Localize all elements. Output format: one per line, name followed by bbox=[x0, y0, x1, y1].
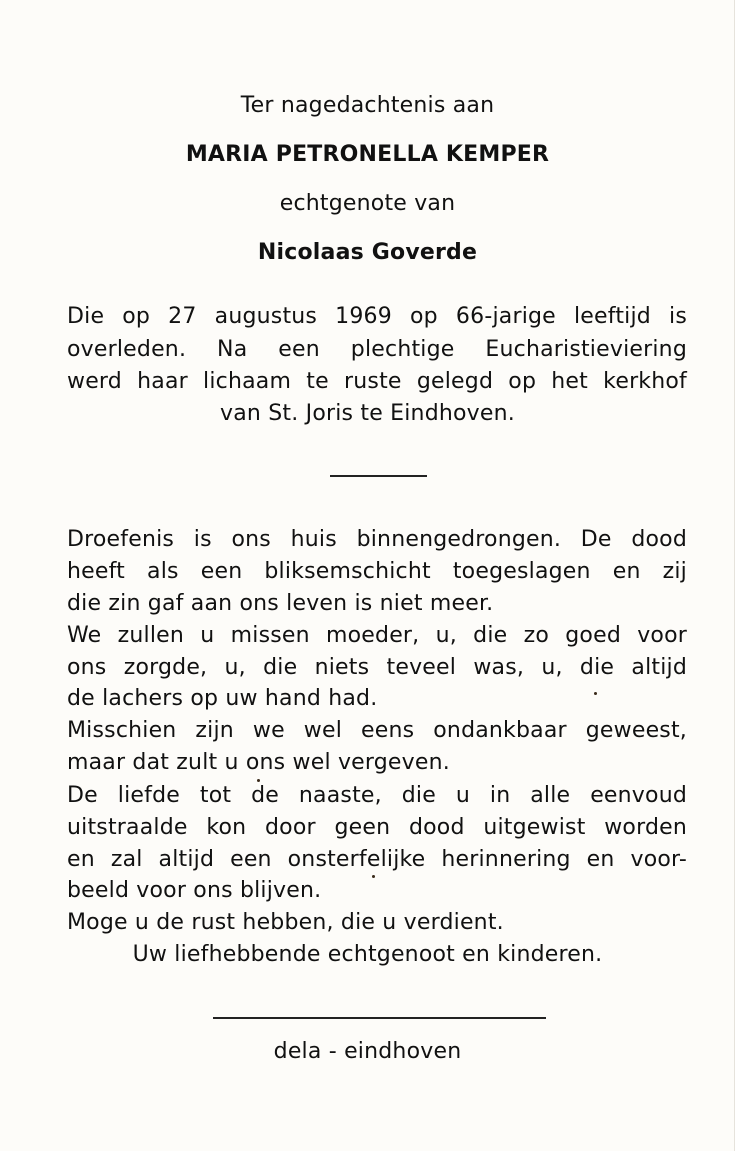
divider-short bbox=[330, 475, 427, 477]
body-line: Moge u de rust hebben, die u verdient. bbox=[67, 910, 504, 935]
print-speck bbox=[257, 779, 260, 782]
deceased-name: MARIA PETRONELLA KEMPER bbox=[185, 142, 550, 167]
body-line: beeld voor ons blijven. bbox=[67, 878, 322, 903]
announcement-line: van St. Joris te Eindhoven. bbox=[220, 401, 515, 426]
divider-long bbox=[213, 1017, 546, 1019]
announcement-line: werd haar lichaam te ruste gelegd op het kerkhof bbox=[67, 369, 687, 394]
body-line: Droefenis is ons huis binnengedrongen. De dood bbox=[67, 527, 687, 552]
body-line: We zullen u missen moeder, u, die zo goed voor bbox=[67, 623, 687, 648]
body-line: die zin gaf aan ons leven is niet meer. bbox=[67, 591, 494, 616]
intro-line: Ter nagedachtenis aan bbox=[240, 93, 495, 118]
body-line: Misschien zijn we wel eens ondankbaar geweest, bbox=[67, 718, 687, 743]
body-line: De liefde tot de naaste, die u in alle eenvoud bbox=[67, 783, 687, 808]
body-line: uitstraalde kon door geen dood uitgewist worden bbox=[67, 815, 687, 840]
announcement-line: Die op 27 augustus 1969 op 66-jarige leeftijd is bbox=[67, 304, 687, 329]
body-line: de lachers op uw hand had. bbox=[67, 686, 378, 711]
relation-line: echtgenote van bbox=[279, 191, 456, 216]
printer-credit: dela - eindhoven bbox=[273, 1039, 462, 1064]
body-line: ons zorgde, u, die niets teveel was, u, die altijd bbox=[67, 655, 687, 680]
body-line: maar dat zult u ons wel vergeven. bbox=[67, 750, 450, 775]
print-speck bbox=[372, 875, 375, 878]
announcement-line: overleden. Na een plechtige Eucharistieviering bbox=[67, 337, 687, 362]
body-line: en zal altijd een onsterfelijke herinnering en voor- bbox=[67, 847, 687, 872]
signature-line: Uw liefhebbende echtgenoot en kinderen. bbox=[132, 942, 603, 967]
body-line: heeft als een bliksemschicht toegeslagen en zij bbox=[67, 559, 687, 584]
spouse-name: Nicolaas Goverde bbox=[257, 240, 478, 265]
print-speck bbox=[594, 692, 597, 695]
